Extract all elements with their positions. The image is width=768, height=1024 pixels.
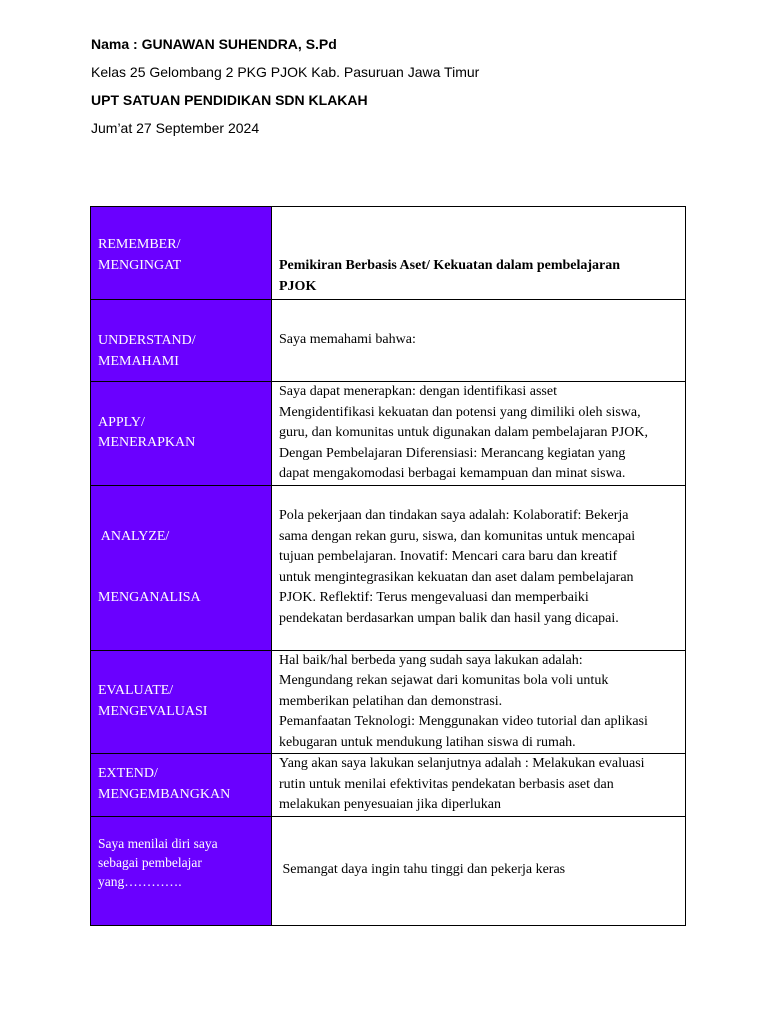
- table-row: [91, 207, 686, 300]
- table-row: [91, 754, 686, 817]
- row-content-understand: [272, 300, 686, 382]
- label-line: yang………….: [98, 873, 182, 889]
- row-content-analyze: [272, 485, 686, 650]
- label-line: REMEMBER/: [98, 237, 181, 252]
- content-line: memberikan pelatihan dan demonstrasi.: [279, 693, 503, 709]
- label-line: MENGINGAT: [98, 257, 182, 273]
- content-line: Dengan Pembelajaran Diferensiasi: Merancang kegiatan yang: [279, 445, 626, 461]
- content-line: Saya memahami bahwa:: [279, 332, 416, 348]
- label-line: ANALYZE/: [98, 528, 170, 544]
- content-line: Pemanfaatan Teknologi: Menggunakan video tutorial dan aplikasi: [279, 714, 648, 729]
- row-content-apply: [272, 382, 686, 486]
- content-line: kebugaran untuk mendukung latihan siswa di rumah.: [279, 734, 576, 750]
- row-label-extend: [91, 754, 272, 817]
- content-line: Saya dapat menerapkan: dengan identifikasi asset: [279, 384, 557, 399]
- table-row: [91, 816, 686, 925]
- row-label-analyze: [91, 485, 272, 650]
- content-line: untuk mengintegrasikan kekuatan dan aset dalam pembelajaran: [279, 569, 634, 585]
- content-line: Mengundang rekan sejawat dari komunitas bola voli untuk: [279, 673, 609, 688]
- table-row: [91, 300, 686, 382]
- content-line: melakukan penyesuaian jika diperlukan: [279, 797, 501, 812]
- label-line: Saya menilai diri saya: [98, 835, 218, 851]
- content-line: PJOK. Reflektif: Terus mengevaluasi dan memperbaiki: [279, 590, 589, 605]
- content-line: Pola pekerjaan dan tindakan saya adalah: Kolaboratif: Bekerja: [279, 508, 629, 523]
- label-line: sebagai pembelajar: [98, 854, 202, 870]
- content-line: guru, dan komunitas untuk digunakan dalam pembelajaran PJOK,: [279, 425, 648, 440]
- row-content-extend: [272, 754, 686, 817]
- row-content-remember: [272, 207, 686, 300]
- table-row: [91, 382, 686, 486]
- label-line: APPLY/: [98, 414, 145, 430]
- table-row: [91, 485, 686, 650]
- content-line: Mengidentifikasi kekuatan dan potensi yang dimiliki oleh siswa,: [279, 404, 641, 420]
- content-line: tujuan pembelajaran. Inovatif: Mencari cara baru dan kreatif: [279, 549, 618, 564]
- content-line: sama dengan rekan guru, siswa, dan komunitas untuk mencapai: [279, 528, 636, 544]
- content-line: pendekatan berdasarkan umpan balik dan hasil yang dicapai.: [279, 610, 619, 626]
- author-name: Nama : GUNAWAN SUHENDRA, S.Pd: [91, 36, 337, 52]
- class-info: Kelas 25 Gelombang 2 PKG PJOK Kab. Pasuruan Jawa Timur: [91, 64, 480, 80]
- school-name: UPT SATUAN PENDIDIKAN SDN KLAKAH: [91, 92, 368, 108]
- label-line: MENERAPKAN: [98, 435, 196, 451]
- content-line: Semangat daya ingin tahu tinggi dan pekerja keras: [279, 862, 566, 878]
- row-label-understand: [91, 300, 272, 382]
- content-line: Hal baik/hal berbeda yang sudah saya lakukan adalah:: [279, 652, 583, 668]
- label-line: MENGEMBANGKAN: [98, 786, 231, 802]
- label-line: EXTEND/: [98, 766, 158, 782]
- row-content-self-assessment: [272, 816, 686, 925]
- reflection-table: [90, 206, 686, 926]
- label-line: MENGANALISA: [98, 590, 201, 605]
- content-line: Yang akan saya lakukan selanjutnya adalah : Melakukan evaluasi: [279, 756, 645, 771]
- table-row: [91, 650, 686, 754]
- content-line: Pemikiran Berbasis Aset/ Kekuatan dalam pembelajaran: [279, 258, 621, 273]
- content-line: dapat mengakomodasi berbagai kemampuan dan minat siswa.: [279, 466, 626, 481]
- content-line: rutin untuk menilai efektivitas pendekatan berbasis aset dan: [279, 776, 614, 792]
- document-date: Jum’at 27 September 2024: [91, 120, 260, 136]
- row-label-apply: [91, 382, 272, 486]
- label-line: MEMAHAMI: [98, 353, 179, 369]
- label-line: MENGEVALUASI: [98, 703, 208, 719]
- row-label-remember: [91, 207, 272, 300]
- label-line: EVALUATE/: [98, 683, 174, 699]
- row-label-self-assessment: [91, 816, 272, 925]
- row-content-evaluate: [272, 650, 686, 754]
- row-label-evaluate: [91, 650, 272, 754]
- content-line: PJOK: [279, 278, 317, 294]
- label-line: UNDERSTAND/: [98, 333, 196, 348]
